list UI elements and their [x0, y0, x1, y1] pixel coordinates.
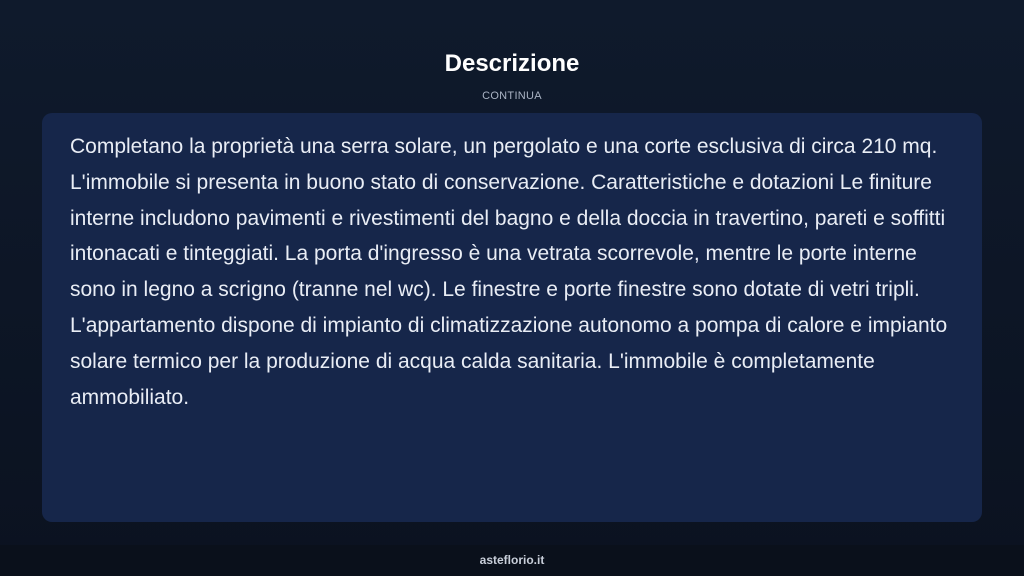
footer-bar	[0, 545, 1024, 576]
continue-label: CONTINUA	[482, 90, 542, 102]
description-text: Completano la proprietà una serra solare, un pergolato e una corte esclusiva di circa 210 mq. L'immobile si presenta in buono stato di conservazione. Caratteristiche e dotazioni Le finiture interne includono pavimenti e rivestimenti del bagno e della doccia in travertino, pareti e soffitti intonacati e tinteggiati. La porta d'ingresso è una vetrata scorrevole, mentre le porte interne sono in legno a scrigno (tranne nel wc). Le finestre e porte finestre sono dotate di vetri tripli. L'appartamento dispone di impianto di climatizzazione autonomo a pompa di calore e impianto solare termico per la produzione di acqua calda sanitaria. L'immobile è completamente ammobiliato.	[70, 135, 948, 409]
footer-brand: asteflorio.it	[479, 553, 545, 567]
page-title: Descrizione	[444, 50, 580, 77]
description-card	[42, 113, 982, 522]
